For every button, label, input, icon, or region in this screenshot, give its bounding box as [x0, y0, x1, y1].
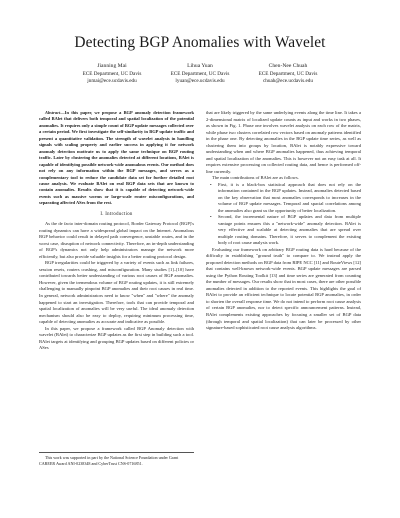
author-dept: ECE Department, UC Davis: [258, 70, 318, 77]
abstract-label: Abstract: [45, 110, 61, 115]
left-column: [39, 110, 194, 352]
body-paragraph: Evaluating our framework on arbitrary BGP routing data is hard because of the difficulty in establishing "ground truth" to compare to. We instead apply the proposed detection methods on BGP data from RIPE NCC [11] and RouteViews [12] that contains well-known network-wide events. BGP update messages are parsed using the Python Routing Toolkit [13] and time series are generated from counting the number of messages. Our results show that in most cases, there are other possible anomalies detected in addition to the reported events. This highlights the goal of BAlet to provide an efficient technique to locate potential BGP anomalies, in order to shorten the overall response time. We do not intend to perform root cause analysis of certain BGP anomalies, nor to detect specific announcement patterns. Instead, BAlet complements existing approaches by focusing a smaller set of BGP data (through temporal and spatial localization) that can later be processed by other signature-based sophisticated root cause analysis algorithms.: [206, 246, 361, 331]
author-name: Jianning Mai: [97, 63, 127, 69]
author-email: lyuan@ece.ucdavis.edu: [175, 78, 225, 85]
section-heading: I. Introduction: [100, 211, 133, 217]
list-item: • First, it is a black-box statistical approach that does not rely on the information contained in the BGP updates. Instead, anomalies detected based on the key observation that most anomalies corresponds to increases in the volume of BGP update messages. Temporal and spacial correlations among the anomalies also grant us the opportunity of better localization.: [218, 182, 361, 215]
author-dept: ECE Department, UC Davis: [82, 70, 142, 77]
paper-title: Detecting BGP Anomalies with Wavelet: [74, 34, 326, 51]
body-paragraph: In this paper, we propose a framework called BGP Anomaly detection with wavelet (BAlet) to characterize BGP updates as the first step in building such a tool. BAlet targets at identifying and grouping BGP updates based on different policies or ASes: [39, 325, 194, 351]
author-name: Lihua Yuan: [187, 63, 213, 69]
contributions-list: [206, 182, 361, 247]
abstract: [39, 110, 194, 207]
body-paragraph: The main contributions of BAlet are as follows.: [212, 175, 299, 181]
author-email: jnmai@ece.ucdavis.edu: [87, 78, 137, 85]
author-email: chuah@ece.ucdavis.edu: [262, 78, 313, 85]
author-name: Chen-Nee Chuah: [268, 63, 308, 69]
abstract-text: —In this paper, we propose a BGP anomaly detection framework called BAlet that delivers both temporal and spatial localization of the potential anomalies. It requires only a simple count of BGP update messages collected over a certain period. We first investigate the self-similarity in BGP update traffic and present a quantitative validation. The strength of wavelet analysis in handling signals with scaling property and earlier success in applying it for network anomaly detection motivate us to apply the same technique on BGP routing traffic. Later by clustering the anomalies detected at different locations, BAlet is capable of identifying possible network-wide anomalous events. Our method does not rely on any information within the BGP messages, and serves as a complementary tool to reduce the candidate data set for further detailed root cause analysis. We evaluate BAlet on real BGP data sets that are known to contain anomalies. Results show that it is capable of detecting network-wide events such as massive worms or large-scale router misconfigurations, and separating affected ASes from the rest.: [39, 110, 194, 206]
footnote: This work was supported in part by the National Science Foundation under Grant CAREER Award ANI-0238348 and CyberTrust CNS-0716851.: [39, 452, 194, 466]
author-dept: ECE Department, UC Davis: [170, 70, 230, 77]
author-block: [228, 63, 348, 86]
list-item: • Second, the incremental nature of BGP updates and data from multiple vantage points ensures this a "network-wide" anomaly detection. BAlet is very effective and scalable at detecting anomalies that are spread over multiple routing domains. Therefore, it serves to complement the existing body of root cause analysis work.: [218, 214, 361, 247]
body-paragraph: BGP irregularities could be triggered by a variety of events such as link failures, session resets, routers crashing, and misconfiguration. Many studies [1]–[10] have contributed towards better understanding of various root causes of BGP anomalies. However, given the tremendous volume of BGP routing updates, it is still extremely challenging to manually pinpoint BGP anomalies and their root causes in real time. In general, network administrators need to know "when" and "where" the anomaly happened to start an investigation. Therefore, tools that can provide temporal and spatial localization of anomalies will be very useful. The ideal anomaly detection mechanism should also be easy to deploy, requiring minimum processing time, capable of detecting anomalies as accurate and indicative as possible.: [39, 260, 194, 325]
body-paragraph: that are likely triggered by the same underlying events along the time line. It takes a 2-dimensional matrix of localized update counts as input and works in two phases, as shown in Fig. 1. Phase one involves wavelet analysis on each row of the matrix, while phase two clusters correlated row vectors based on anomaly patterns identified in the phase one. By detecting anomalies in the BGP update time series, as well as clustering them into groups by location, BAlet is notably expressive toward understanding when and where BGP anomalies happened, thus achieving temporal and spatial localization of the anomalies. This is however not an easy task at all. It requires extensive processing on collected routing data, and hence is performed off-line currently.: [206, 110, 361, 174]
right-column: [206, 110, 361, 332]
body-paragraph: As the de facto inter-domain routing protocol, Border Gateway Protocol (BGP)'s routing dynamics can have a widespread global impact on the Internet. Anomalous BGP behavior could result in delayed path convergence, unstable routes, and in the worst case, disruption of network connectivity. Therefore, an in-depth understanding of BGP's dynamics not only help administrators manage the network more efficiently, but also provide valuable insights for a better routing protocol design.: [39, 221, 194, 259]
